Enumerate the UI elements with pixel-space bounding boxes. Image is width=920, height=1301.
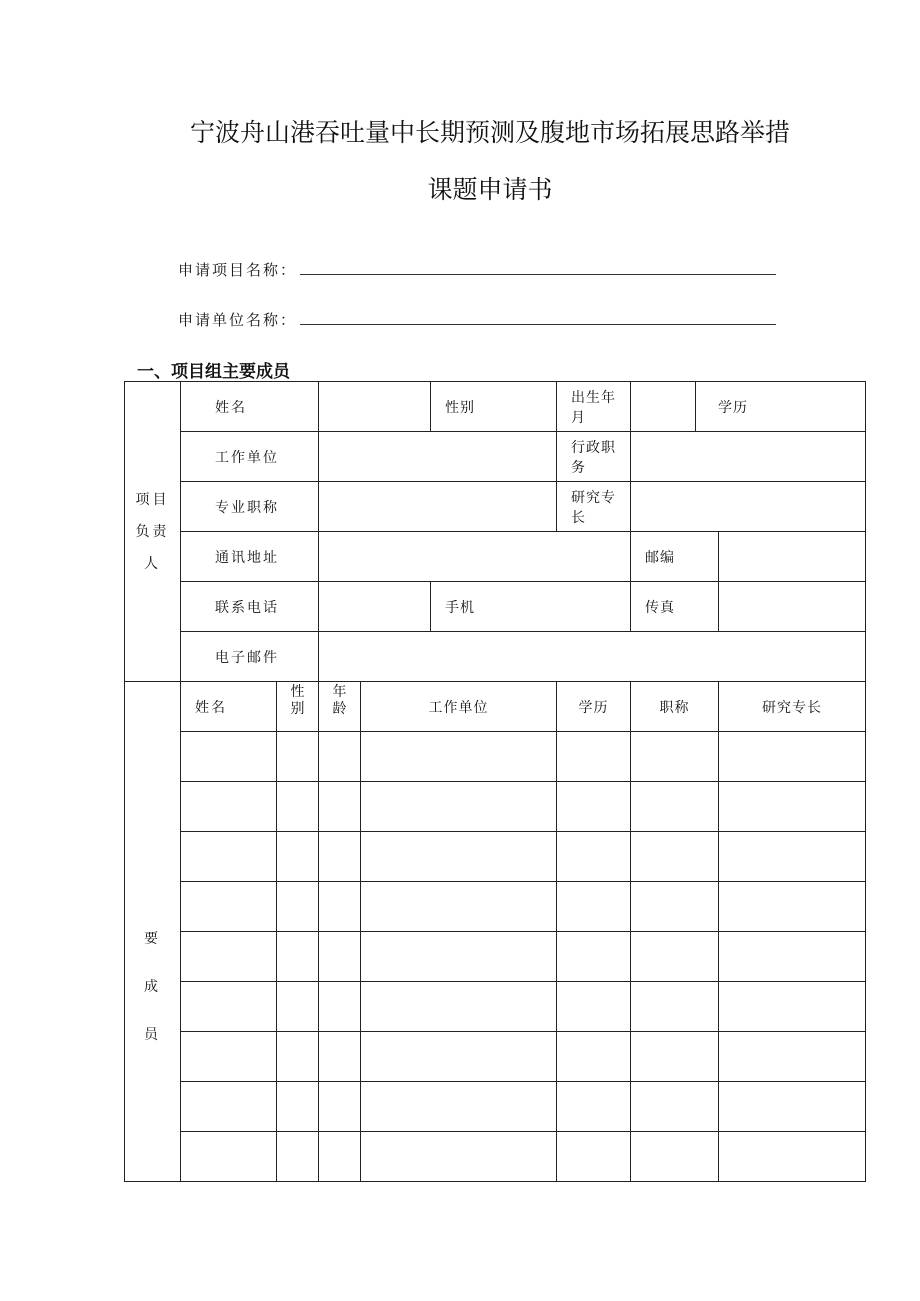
table-row (125, 732, 866, 782)
table-row (125, 1132, 866, 1182)
member-work-unit-cell[interactable] (361, 932, 557, 982)
member-gender-cell[interactable] (277, 1032, 319, 1082)
col-header-gender-line: 性 (290, 684, 305, 700)
member-name-cell[interactable] (181, 732, 277, 782)
member-title-cell[interactable] (631, 932, 719, 982)
member-title-cell[interactable] (631, 1082, 719, 1132)
member-work-unit-cell[interactable] (361, 782, 557, 832)
member-age-cell[interactable] (319, 1132, 361, 1182)
leader-name-label: 姓名 (181, 382, 319, 432)
leader-specialty-label: 研究专长 (557, 482, 631, 532)
project-name-underline (300, 274, 776, 275)
member-work-unit-cell[interactable] (361, 1032, 557, 1082)
col-header-specialty: 研究专长 (719, 682, 866, 732)
leader-address-label: 通讯地址 (181, 532, 319, 582)
document-subtitle: 课题申请书 (427, 175, 553, 204)
document-title: 宁波舟山港吞吐量中长期预测及腹地市场拓展思路举措 (189, 118, 790, 147)
member-age-cell[interactable] (319, 1032, 361, 1082)
leader-email-field[interactable] (319, 632, 866, 682)
leader-fax-label: 传真 (631, 582, 719, 632)
members-group-label-line: 员 (144, 1026, 161, 1043)
member-specialty-cell[interactable] (719, 1132, 866, 1182)
member-age-cell[interactable] (319, 932, 361, 982)
members-group-label-line: 要 (144, 930, 161, 947)
leader-title-label: 专业职称 (181, 482, 319, 532)
member-gender-cell[interactable] (277, 832, 319, 882)
member-name-cell[interactable] (181, 882, 277, 932)
members-form-table (124, 381, 866, 1182)
member-education-cell[interactable] (557, 1082, 631, 1132)
member-age-cell[interactable] (319, 732, 361, 782)
member-title-cell[interactable] (631, 732, 719, 782)
member-work-unit-cell[interactable] (361, 1082, 557, 1132)
member-title-cell[interactable] (631, 982, 719, 1032)
leader-work-unit-label: 工作单位 (181, 432, 319, 482)
unit-name-underline (300, 324, 776, 325)
member-specialty-cell[interactable] (719, 932, 866, 982)
leader-birth-field[interactable] (631, 382, 696, 431)
leader-admin-position-field[interactable] (631, 432, 866, 482)
member-name-cell[interactable] (181, 1132, 277, 1182)
member-title-cell[interactable] (631, 1132, 719, 1182)
member-age-cell[interactable] (319, 832, 361, 882)
member-education-cell[interactable] (557, 1032, 631, 1082)
leader-fax-field[interactable] (719, 582, 866, 632)
member-education-cell[interactable] (557, 1132, 631, 1182)
leader-group-label (125, 382, 181, 682)
member-education-cell[interactable] (557, 782, 631, 832)
member-name-cell[interactable] (181, 782, 277, 832)
member-work-unit-cell[interactable] (361, 732, 557, 782)
col-header-age-line: 龄 (332, 701, 347, 717)
table-row (125, 932, 866, 982)
leader-admin-position-label: 行政职务 (557, 432, 631, 482)
member-work-unit-cell[interactable] (361, 1132, 557, 1182)
leader-group-label-line: 人 (144, 555, 161, 572)
table-row (125, 832, 866, 882)
member-gender-cell[interactable] (277, 932, 319, 982)
leader-postcode-field[interactable] (719, 532, 866, 582)
members-group-label-line: 成 (144, 978, 161, 995)
member-education-cell[interactable] (557, 982, 631, 1032)
col-header-age (319, 682, 361, 732)
member-age-cell[interactable] (319, 1082, 361, 1132)
col-header-work-unit: 工作单位 (361, 682, 557, 732)
leader-phone-label: 联系电话 (181, 582, 319, 632)
col-header-title: 职称 (631, 682, 719, 732)
leader-group-label-line: 负责 (135, 523, 170, 540)
member-title-cell[interactable] (631, 1032, 719, 1082)
member-specialty-cell[interactable] (719, 782, 866, 832)
member-title-cell[interactable] (631, 832, 719, 882)
member-education-cell[interactable] (557, 832, 631, 882)
member-title-cell[interactable] (631, 782, 719, 832)
member-gender-cell[interactable] (277, 882, 319, 932)
member-name-cell[interactable] (181, 982, 277, 1032)
member-name-cell[interactable] (181, 932, 277, 982)
members-group-label (125, 682, 181, 1182)
col-header-gender-line: 别 (290, 701, 305, 717)
leader-birth-label: 出生年月 (557, 382, 631, 432)
leader-phone-field[interactable] (319, 582, 431, 632)
leader-mobile-label: 手机 (431, 582, 631, 632)
section-heading-members: 一、项目组主要成员 (137, 362, 290, 382)
table-row (125, 982, 866, 1032)
member-title-cell[interactable] (631, 882, 719, 932)
table-row (125, 782, 866, 832)
member-specialty-cell[interactable] (719, 1082, 866, 1132)
table-row (125, 1082, 866, 1132)
member-specialty-cell[interactable] (719, 1032, 866, 1082)
member-specialty-cell[interactable] (719, 832, 866, 882)
member-age-cell[interactable] (319, 982, 361, 1032)
member-work-unit-cell[interactable] (361, 882, 557, 932)
member-work-unit-cell[interactable] (361, 982, 557, 1032)
member-gender-cell[interactable] (277, 982, 319, 1032)
leader-gender-label: 性别 (431, 382, 557, 432)
table-row (125, 1032, 866, 1082)
leader-group-label-line: 项目 (135, 491, 170, 508)
member-education-cell[interactable] (557, 932, 631, 982)
leader-specialty-field[interactable] (631, 482, 866, 532)
member-gender-cell[interactable] (277, 782, 319, 832)
col-header-name: 姓名 (181, 682, 277, 732)
col-header-education: 学历 (557, 682, 631, 732)
member-specialty-cell[interactable] (719, 882, 866, 932)
col-header-gender (277, 682, 319, 732)
member-specialty-cell[interactable] (719, 982, 866, 1032)
leader-education-label: 学历 (718, 399, 748, 416)
leader-email-label: 电子邮件 (181, 632, 319, 682)
col-header-age-line: 年 (332, 684, 347, 700)
member-education-cell[interactable] (557, 732, 631, 782)
leader-work-unit-field[interactable] (319, 432, 557, 482)
member-work-unit-cell[interactable] (361, 832, 557, 882)
member-education-cell[interactable] (557, 882, 631, 932)
member-specialty-cell[interactable] (719, 732, 866, 782)
leader-title-field[interactable] (319, 482, 557, 532)
leader-postcode-label: 邮编 (631, 532, 719, 582)
member-gender-cell[interactable] (277, 732, 319, 782)
leader-name-field[interactable] (319, 382, 431, 432)
project-name-label: 申请项目名称： (178, 261, 298, 279)
member-age-cell[interactable] (319, 882, 361, 932)
member-gender-cell[interactable] (277, 1082, 319, 1132)
member-gender-cell[interactable] (277, 1132, 319, 1182)
unit-name-label: 申请单位名称： (178, 311, 298, 329)
member-age-cell[interactable] (319, 782, 361, 832)
leader-address-field[interactable] (319, 532, 631, 582)
table-row (125, 882, 866, 932)
member-name-cell[interactable] (181, 1032, 277, 1082)
member-name-cell[interactable] (181, 832, 277, 882)
member-name-cell[interactable] (181, 1082, 277, 1132)
